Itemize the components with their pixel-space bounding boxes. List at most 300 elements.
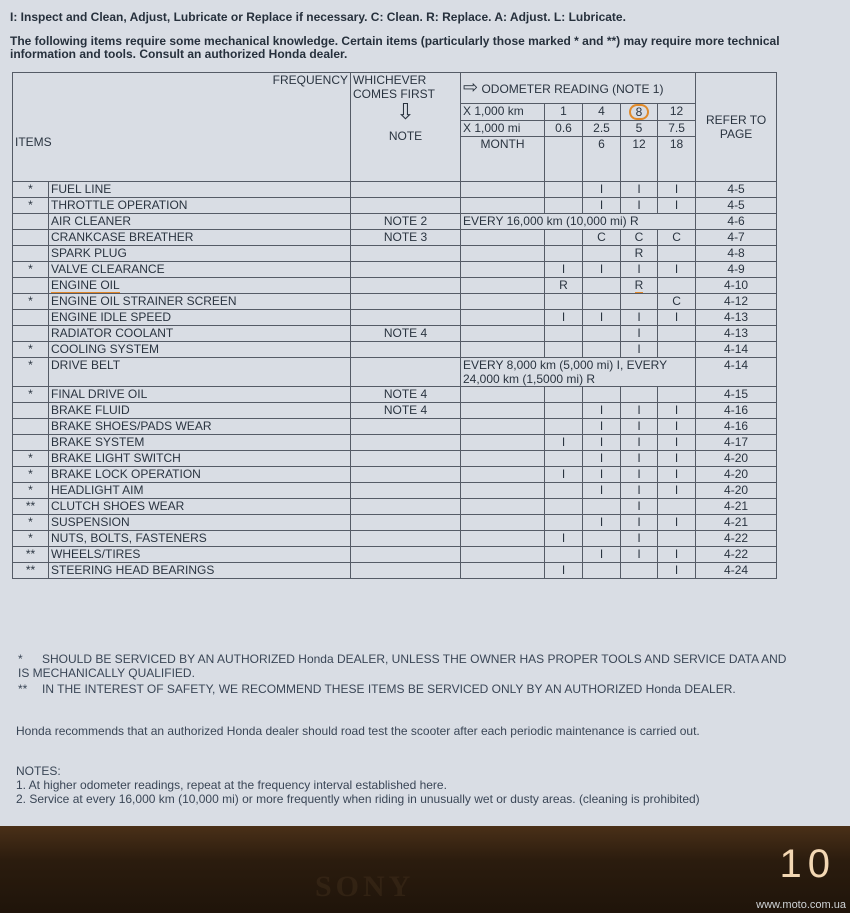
table-row <box>13 515 777 531</box>
interval-cell <box>621 326 658 342</box>
item-name: FINAL DRIVE OIL <box>51 387 148 401</box>
interval-cell <box>621 246 658 262</box>
monitor-bezel <box>0 826 850 913</box>
notes-title: NOTES: <box>16 764 61 778</box>
item-name-cell <box>49 547 351 563</box>
interval-cell <box>621 419 658 435</box>
interval-cell <box>583 515 621 531</box>
interval-cell <box>583 531 621 547</box>
spacer-cell <box>461 563 545 579</box>
footnote-text: IN THE INTEREST OF SAFETY, WE RECOMMEND THESE ITEMS BE SERVICED ONLY BY AN AUTHORIZED Honda DEALER. <box>42 682 736 696</box>
interval-value: I <box>599 403 604 417</box>
interval-cell <box>583 403 621 419</box>
item-name-cell <box>49 310 351 326</box>
interval-cell <box>621 387 658 403</box>
service-mark: ** <box>13 499 49 515</box>
spacer-cell <box>461 230 545 246</box>
refer-page: 4-5 <box>696 182 777 198</box>
interval-value: I <box>599 467 604 481</box>
interval-cell <box>545 467 583 483</box>
interval-cell <box>545 435 583 451</box>
item-name: DRIVE BELT <box>51 358 121 372</box>
interval-value: I <box>637 262 641 276</box>
item-name: ENGINE OIL <box>51 278 120 292</box>
interval-cell <box>583 230 621 246</box>
month-value: 18 <box>658 137 696 182</box>
interval-value: I <box>599 419 604 433</box>
interval-value: I <box>674 310 679 324</box>
spacer-cell <box>461 435 545 451</box>
item-note <box>351 278 461 294</box>
month-value <box>545 137 583 182</box>
interval-cell <box>658 451 696 467</box>
interval-value: I <box>637 182 641 196</box>
mi-value: 5 <box>621 121 658 137</box>
odometer-header-cell <box>461 73 696 104</box>
interval-cell <box>545 547 583 563</box>
item-name: WHEELS/TIRES <box>51 547 141 561</box>
interval-cell <box>583 499 621 515</box>
spacer-cell <box>461 483 545 499</box>
item-name-cell <box>49 531 351 547</box>
refer-page: 4-14 <box>696 342 777 358</box>
refer-page: 4-20 <box>696 483 777 499</box>
item-name-cell <box>49 246 351 262</box>
items-header-cell <box>13 73 351 182</box>
right-arrow-icon: ⇨ <box>463 77 479 97</box>
table-row <box>13 483 777 499</box>
item-name-cell <box>49 419 351 435</box>
interval-value: I <box>674 419 679 433</box>
item-name-cell <box>49 294 351 310</box>
item-note <box>351 435 461 451</box>
interval-cell <box>658 246 696 262</box>
interval-cell <box>621 278 658 294</box>
service-mark: * <box>13 342 49 358</box>
spacer-cell <box>461 198 545 214</box>
interval-cell <box>583 483 621 499</box>
interval-cell <box>658 403 696 419</box>
whichever-header-cell <box>351 73 461 182</box>
item-note: NOTE 4 <box>351 387 461 403</box>
whichever-label: WHICHEVER COMES FIRST <box>353 73 436 101</box>
item-name-cell <box>49 451 351 467</box>
interval-cell <box>621 198 658 214</box>
interval-cell <box>545 419 583 435</box>
spacer-cell <box>461 451 545 467</box>
interval-cell <box>545 262 583 278</box>
service-mark: * <box>13 531 49 547</box>
service-mark: * <box>13 467 49 483</box>
interval-value: I <box>561 310 566 324</box>
item-name: HEADLIGHT AIM <box>51 483 144 497</box>
item-name-cell <box>49 278 351 294</box>
interval-value: I <box>674 451 679 465</box>
spacer-cell <box>461 262 545 278</box>
service-mark <box>13 403 49 419</box>
interval-cell <box>583 278 621 294</box>
interval-value: I <box>599 515 604 529</box>
interval-cell <box>583 342 621 358</box>
service-mark <box>13 214 49 230</box>
interval-cell <box>583 326 621 342</box>
refer-page: 4-21 <box>696 499 777 515</box>
item-name: BRAKE FLUID <box>51 403 130 417</box>
interval-cell <box>583 563 621 579</box>
refer-page: 4-14 <box>696 358 777 387</box>
table-row <box>13 278 777 294</box>
table-row <box>13 358 777 387</box>
table-row <box>13 230 777 246</box>
item-note <box>351 467 461 483</box>
interval-cell <box>545 310 583 326</box>
interval-cell <box>658 563 696 579</box>
spacer-cell <box>461 419 545 435</box>
spacer-cell <box>461 499 545 515</box>
interval-value: I <box>674 547 679 561</box>
interval-cell <box>621 182 658 198</box>
refer-page: 4-8 <box>696 246 777 262</box>
interval-cell <box>545 246 583 262</box>
note-1: 1. At higher odometer readings, repeat at the frequency interval established here. <box>16 778 447 792</box>
note-label: NOTE <box>388 129 423 143</box>
interval-value: I <box>637 326 641 340</box>
interval-cell <box>658 515 696 531</box>
service-mark <box>13 278 49 294</box>
table-row <box>13 262 777 278</box>
month-label: MONTH <box>461 137 545 182</box>
interval-cell <box>621 310 658 326</box>
spacer-cell <box>461 278 545 294</box>
interval-cell <box>621 403 658 419</box>
interval-cell <box>545 387 583 403</box>
item-note: NOTE 2 <box>351 214 461 230</box>
item-name: SUSPENSION <box>51 515 130 529</box>
km-label: X 1,000 km <box>461 104 545 121</box>
mi-value: 7.5 <box>658 121 696 137</box>
interval-value: I <box>561 563 566 577</box>
interval-value: I <box>674 483 679 497</box>
page-number: 10 <box>779 842 836 886</box>
interval-cell <box>545 198 583 214</box>
service-mark: * <box>13 294 49 310</box>
items-label: ITEMS <box>15 135 52 149</box>
spacer-cell <box>461 326 545 342</box>
interval-cell <box>583 294 621 310</box>
interval-text: EVERY 8,000 km (5,000 mi) I, EVERY 24,000 km (1,5000 mi) R <box>461 358 696 387</box>
frequency-label: FREQUENCY <box>272 73 348 87</box>
table-row <box>13 310 777 326</box>
refer-page: 4-7 <box>696 230 777 246</box>
item-name-cell <box>49 387 351 403</box>
refer-page: 4-12 <box>696 294 777 310</box>
km-value-highlighted: 8 <box>629 104 650 120</box>
service-mark <box>13 435 49 451</box>
interval-value: I <box>599 435 604 449</box>
item-note: NOTE 3 <box>351 230 461 246</box>
interval-value: I <box>674 182 679 196</box>
interval-value: I <box>561 262 566 276</box>
item-name-cell <box>49 563 351 579</box>
item-name: BRAKE SYSTEM <box>51 435 145 449</box>
interval-cell <box>658 326 696 342</box>
refer-page: 4-16 <box>696 419 777 435</box>
interval-cell <box>658 278 696 294</box>
item-note <box>351 515 461 531</box>
interval-cell <box>545 531 583 547</box>
table-row <box>13 403 777 419</box>
refer-page: 4-13 <box>696 326 777 342</box>
refer-page: 4-20 <box>696 467 777 483</box>
service-mark: ** <box>13 547 49 563</box>
note-2: 2. Service at every 16,000 km (10,000 mi) or more frequently when riding in unusually wet or dusty areas. (cleaning is prohibited) <box>16 792 700 806</box>
interval-cell <box>545 278 583 294</box>
interval-text: EVERY 16,000 km (10,000 mi) R <box>461 214 696 230</box>
item-name: CLUTCH SHOES WEAR <box>51 499 185 513</box>
interval-cell <box>583 547 621 563</box>
interval-cell <box>545 294 583 310</box>
service-mark: * <box>13 358 49 387</box>
item-note <box>351 294 461 310</box>
service-mark: * <box>13 483 49 499</box>
spacer-cell <box>461 246 545 262</box>
km-value: 4 <box>583 104 621 121</box>
interval-value: I <box>637 419 641 433</box>
spacer-cell <box>461 387 545 403</box>
interval-cell <box>658 483 696 499</box>
service-mark <box>13 419 49 435</box>
item-name-cell <box>49 515 351 531</box>
service-mark: * <box>13 515 49 531</box>
interval-cell <box>583 198 621 214</box>
brand-logo: SONY <box>315 870 415 903</box>
interval-value: C <box>672 294 681 308</box>
interval-value: I <box>637 198 641 212</box>
refer-header-cell: REFER TO PAGE <box>696 73 777 182</box>
table-row <box>13 294 777 310</box>
item-name: STEERING HEAD BEARINGS <box>51 563 215 577</box>
item-note <box>351 451 461 467</box>
interval-cell <box>621 499 658 515</box>
refer-page: 4-17 <box>696 435 777 451</box>
item-note <box>351 531 461 547</box>
service-mark: ** <box>13 563 49 579</box>
interval-cell <box>545 182 583 198</box>
refer-page: 4-10 <box>696 278 777 294</box>
interval-cell <box>583 467 621 483</box>
item-name: THROTTLE OPERATION <box>51 198 188 212</box>
item-name-cell <box>49 326 351 342</box>
interval-value: I <box>561 467 566 481</box>
table-row <box>13 563 777 579</box>
refer-page: 4-15 <box>696 387 777 403</box>
interval-cell <box>621 483 658 499</box>
road-test-note: Honda recommends that an authorized Honda dealer should road test the scooter after each periodic maintenance is carried out. <box>16 724 700 738</box>
refer-page: 4-5 <box>696 198 777 214</box>
interval-cell <box>658 547 696 563</box>
table-row <box>13 531 777 547</box>
intro-note: The following items require some mechanical knowledge. Certain items (particularly those marked * and **) may require more technical information and tools. Consult an authorized Honda dealer. <box>10 34 780 61</box>
item-name: VALVE CLEARANCE <box>51 262 165 276</box>
item-name-cell <box>49 435 351 451</box>
spacer-cell <box>461 294 545 310</box>
item-name: ENGINE IDLE SPEED <box>51 310 172 324</box>
km-value-highlighted-cell <box>621 104 658 121</box>
table-row <box>13 246 777 262</box>
legend-text: I: Inspect and Clean, Adjust, Lubricate or Replace if necessary. C: Clean. R: Replace. A: Adjust. L: Lubricate. <box>10 10 626 24</box>
interval-value: I <box>561 435 566 449</box>
interval-value: I <box>599 310 604 324</box>
interval-cell <box>658 198 696 214</box>
footnote-text: SHOULD BE SERVICED BY AN AUTHORIZED Honda DEALER, UNLESS THE OWNER HAS PROPER TOOLS AND SERVICE DATA AND IS MECHANICALLY QUALIFIED. <box>18 652 787 680</box>
interval-cell <box>658 499 696 515</box>
refer-page: 4-6 <box>696 214 777 230</box>
interval-cell <box>583 451 621 467</box>
header-row-1 <box>13 73 777 104</box>
interval-value: I <box>637 467 641 481</box>
interval-value: R <box>634 278 644 292</box>
table-row <box>13 326 777 342</box>
maintenance-schedule-table <box>12 72 777 579</box>
interval-value: I <box>674 515 679 529</box>
interval-cell <box>658 342 696 358</box>
month-value: 6 <box>583 137 621 182</box>
interval-cell <box>545 515 583 531</box>
interval-value: I <box>637 499 641 513</box>
interval-cell <box>545 230 583 246</box>
item-note <box>351 262 461 278</box>
item-name: COOLING SYSTEM <box>51 342 160 356</box>
refer-page: 4-22 <box>696 547 777 563</box>
interval-cell <box>621 531 658 547</box>
interval-cell <box>621 451 658 467</box>
item-note: NOTE 4 <box>351 326 461 342</box>
footnote-mark: ** <box>18 682 28 696</box>
interval-cell <box>658 294 696 310</box>
item-name: RADIATOR COOLANT <box>51 326 174 340</box>
mi-value: 2.5 <box>583 121 621 137</box>
refer-page: 4-22 <box>696 531 777 547</box>
footnote-star2 <box>18 682 788 696</box>
interval-value: I <box>637 435 641 449</box>
service-mark: * <box>13 198 49 214</box>
spacer-cell <box>461 182 545 198</box>
item-name-cell <box>49 342 351 358</box>
item-name: CRANKCASE BREATHER <box>51 230 194 244</box>
interval-value: I <box>674 563 679 577</box>
item-name-cell <box>49 403 351 419</box>
item-note <box>351 182 461 198</box>
interval-value: I <box>599 451 604 465</box>
item-note <box>351 358 461 387</box>
interval-cell <box>621 294 658 310</box>
table-row <box>13 342 777 358</box>
interval-cell <box>621 467 658 483</box>
interval-value: I <box>599 198 604 212</box>
item-name-cell <box>49 467 351 483</box>
service-mark: * <box>13 182 49 198</box>
interval-value: I <box>637 403 641 417</box>
item-name-cell <box>49 499 351 515</box>
interval-cell <box>658 419 696 435</box>
interval-cell <box>545 326 583 342</box>
service-mark <box>13 230 49 246</box>
interval-value: I <box>637 451 641 465</box>
spacer-cell <box>461 531 545 547</box>
refer-page: 4-20 <box>696 451 777 467</box>
interval-value: I <box>674 262 679 276</box>
item-name: ENGINE OIL STRAINER SCREEN <box>51 294 237 308</box>
item-name: BRAKE LIGHT SWITCH <box>51 451 181 465</box>
service-mark: * <box>13 387 49 403</box>
item-note <box>351 499 461 515</box>
table-row <box>13 387 777 403</box>
table-row <box>13 451 777 467</box>
km-value: 1 <box>545 104 583 121</box>
item-note <box>351 198 461 214</box>
spacer-cell <box>461 403 545 419</box>
item-name-cell <box>49 198 351 214</box>
interval-value: I <box>599 262 604 276</box>
interval-cell <box>545 342 583 358</box>
spacer-cell <box>461 515 545 531</box>
interval-cell <box>583 387 621 403</box>
item-name-cell <box>49 230 351 246</box>
refer-page: 4-24 <box>696 563 777 579</box>
interval-cell <box>621 515 658 531</box>
item-note: NOTE 4 <box>351 403 461 419</box>
interval-cell <box>621 547 658 563</box>
item-name-cell <box>49 483 351 499</box>
service-mark: * <box>13 262 49 278</box>
interval-cell <box>621 435 658 451</box>
interval-value: I <box>674 198 679 212</box>
interval-cell <box>545 499 583 515</box>
interval-cell <box>658 310 696 326</box>
item-name: BRAKE SHOES/PADS WEAR <box>51 419 212 433</box>
item-name: NUTS, BOLTS, FASTENERS <box>51 531 207 545</box>
item-note <box>351 310 461 326</box>
item-name-cell <box>49 214 351 230</box>
interval-cell <box>621 230 658 246</box>
refer-page: 4-9 <box>696 262 777 278</box>
table-row <box>13 435 777 451</box>
item-name: BRAKE LOCK OPERATION <box>51 467 201 481</box>
interval-cell <box>545 451 583 467</box>
table-row <box>13 419 777 435</box>
mi-value: 0.6 <box>545 121 583 137</box>
interval-cell <box>545 403 583 419</box>
refer-page: 4-21 <box>696 515 777 531</box>
month-value: 12 <box>621 137 658 182</box>
spacer-cell <box>461 547 545 563</box>
item-name-cell <box>49 262 351 278</box>
interval-cell <box>545 563 583 579</box>
interval-cell <box>583 246 621 262</box>
interval-cell <box>545 483 583 499</box>
item-note <box>351 563 461 579</box>
km-value: 12 <box>658 104 696 121</box>
interval-value: I <box>599 547 604 561</box>
interval-value: I <box>674 467 679 481</box>
table-row <box>13 547 777 563</box>
odometer-label: ODOMETER READING (NOTE 1) <box>481 82 664 96</box>
interval-cell <box>658 387 696 403</box>
item-note <box>351 483 461 499</box>
interval-value: I <box>637 547 641 561</box>
interval-value: I <box>561 531 566 545</box>
down-arrow-icon: ⇩ <box>396 99 415 124</box>
